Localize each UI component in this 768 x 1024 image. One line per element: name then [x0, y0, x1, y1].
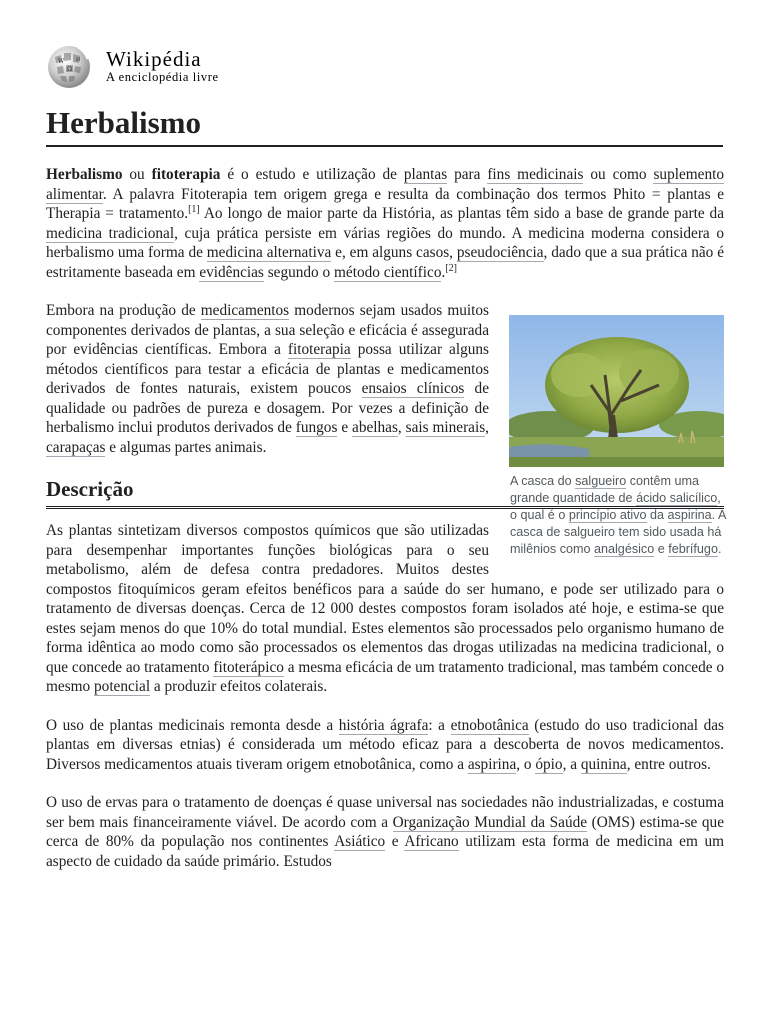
- text-run: e, em alguns casos,: [331, 244, 457, 261]
- article-link[interactable]: Africano: [404, 833, 459, 850]
- text-run: : a: [428, 716, 451, 734]
- citation-ref[interactable]: [1]: [188, 204, 200, 215]
- willow-tree-photo[interactable]: [509, 315, 724, 467]
- text-run: da: [646, 508, 668, 522]
- text-run: O uso de plantas medicinais remonta desde a: [46, 716, 339, 734]
- article-link[interactable]: pseudociência: [456, 244, 544, 261]
- page-title: Herbalismo: [46, 103, 723, 147]
- wikipedia-globe-icon[interactable]: [45, 43, 95, 89]
- text-run: possa utilizar alguns métodos científicos para testar a eficácia de plantas e medicamentos derivados de fontes naturais, existem poucos: [46, 341, 489, 397]
- figure-caption: [509, 473, 726, 558]
- text-run: e algumas partes animais.: [105, 438, 267, 456]
- article-link[interactable]: ensaios clínicos: [361, 380, 465, 397]
- text-run: . A palavra Fitoterapia tem origem grega e resulta da combinação dos termos Phito = plantas e Therapia = tratamento.: [46, 185, 724, 222]
- text-run: Ao longo de maior parte da História, as plantas têm sido a base de grande parte da: [199, 205, 724, 222]
- figure-willow: [509, 315, 726, 558]
- article-link[interactable]: evidências: [199, 263, 264, 281]
- description-paragraph-3: [46, 793, 724, 871]
- svg-text:И: И: [76, 57, 81, 63]
- text-run: e: [385, 833, 405, 850]
- article-link[interactable]: Organização Mundial da Saúde: [392, 813, 588, 831]
- text-run: O uso de ervas para o tratamento de doenças é quase universal nas sociedades não industrializadas, e costuma ser bem mais financeiramente viável. De acordo com a: [46, 794, 724, 831]
- wikipedia-wordmark[interactable]: Wikipédia: [106, 47, 202, 71]
- article-link[interactable]: ópio: [535, 755, 563, 773]
- article-link[interactable]: febrífugo: [668, 542, 718, 556]
- bold-term: Herbalismo: [46, 166, 123, 183]
- text-run: a produzir efeitos colaterais.: [150, 678, 328, 695]
- bold-term: fitoterapia: [151, 166, 221, 183]
- text-run: ,: [485, 419, 489, 436]
- text-run: modernos sejam usados muitos componentes derivados de plantas, a sua seleção e eficácia é assegurada por evidências científicas. Embora a: [46, 302, 489, 358]
- text-run: Embora na produção de: [46, 302, 201, 319]
- svg-text:Ω: Ω: [67, 66, 72, 73]
- article-link[interactable]: medicina tradicional: [46, 224, 175, 242]
- article-link[interactable]: fitoterápico: [213, 658, 284, 676]
- article-link[interactable]: abelhas: [352, 419, 398, 436]
- text-run: (estudo do uso tradicional das plantas em diversas etnias) é considerada um método eficaz para a descoberta de novos medicamentos. Diversos medicamentos atuais tiveram origem etnobotânica, como a: [46, 716, 724, 773]
- text-run: contêm uma grande quantidade de: [510, 474, 700, 505]
- article-link[interactable]: etnobotânica: [450, 716, 529, 734]
- article-link[interactable]: medicamentos: [200, 302, 290, 319]
- text-run: . A casca de salgueiro tem sido usada há milênios como: [510, 508, 726, 556]
- text-run: para: [447, 166, 488, 183]
- text-run: ,: [397, 419, 406, 436]
- text-run: As plantas sintetizam diversos compostos químicos que são utilizadas para desempenhar importantes funções biológicas para o seu metabolismo, além de defesa contra predadores. Muitos destes compostos fitoquímicos geram efeitos benéficos para a saúde do ser humano, e pode ser utilizado para o tratamento de diversas doenças. Cerca de 12 000 destes compostos foram isolados até hoje, e estima-se que estes sejam menos do que 10% do total mundial. Estes elementos são processados pelo organismo humano de forma idêntica ao modo como são processados os elementos das drogas utilizadas na medicina tradicional, o que concede ao tratamento: [46, 522, 724, 676]
- text-run: , cuja prática persiste em várias regiões do mundo. A medicina moderna considera o herbalismo uma forma de: [46, 224, 724, 261]
- text-run: segundo o: [263, 263, 334, 281]
- intro-paragraph-1: [46, 165, 724, 282]
- text-run: , a: [562, 755, 581, 773]
- article-link[interactable]: medicina alternativa: [206, 244, 332, 261]
- text-run: e: [337, 419, 353, 436]
- article-link[interactable]: Asiático: [334, 833, 386, 850]
- article-link[interactable]: suplemento alimentar: [46, 166, 724, 203]
- article-link[interactable]: aspirina: [467, 755, 517, 773]
- wikipedia-tagline: A enciclopédia livre: [106, 70, 219, 84]
- text-run: a mesma eficácia de um tratamento tradicional, mas também concede o mesmo: [46, 658, 724, 695]
- article-link[interactable]: fungos: [295, 419, 338, 436]
- article-body: [46, 165, 724, 890]
- text-run: de qualidade ou padrões de pureza e dosagem. Por vezes a definição de herbalismo inclui produtos derivados de: [46, 380, 489, 436]
- section-heading-descricao: Descrição: [46, 476, 724, 509]
- article-link[interactable]: ácido salicílico: [636, 491, 718, 505]
- article-link[interactable]: princípio ativo: [568, 508, 647, 522]
- article-link[interactable]: fitoterapia: [287, 341, 351, 358]
- article-link[interactable]: carapaças: [46, 438, 106, 456]
- citation-ref[interactable]: [2]: [445, 262, 457, 274]
- article-link[interactable]: aspirina: [667, 508, 712, 522]
- description-paragraph-2: [46, 716, 724, 775]
- text-run: , o qual é o: [510, 491, 721, 522]
- article-link[interactable]: história ágrafa: [338, 716, 429, 734]
- article-link[interactable]: quinina: [580, 755, 627, 773]
- text-run: , entre outros.: [626, 755, 711, 773]
- text-run: A casca do: [510, 474, 576, 488]
- text-run: ou: [122, 166, 152, 183]
- article-link[interactable]: sais minerais: [405, 419, 486, 436]
- text-run: e: [654, 542, 669, 556]
- text-run: .: [717, 542, 722, 556]
- text-run: utilizam esta forma de medicina em um aspecto de cuidado da saúde primário. Estudos: [46, 833, 724, 870]
- text-run: , o: [516, 755, 536, 773]
- text-run: é o estudo e utilização de: [220, 166, 404, 183]
- text-run: .: [441, 263, 446, 281]
- text-run: (OMS) estima-se que cerca de 80% da população nos continentes: [46, 813, 724, 850]
- article-link[interactable]: salgueiro: [575, 474, 627, 488]
- article-link[interactable]: método científico: [334, 263, 442, 281]
- article-link[interactable]: analgésico: [594, 542, 655, 556]
- svg-text:W: W: [58, 58, 65, 65]
- article-link[interactable]: plantas: [403, 166, 448, 183]
- article-link[interactable]: fins medicinais: [487, 166, 584, 183]
- text-run: ou como: [583, 166, 654, 183]
- article-link[interactable]: potencial: [94, 678, 151, 695]
- text-run: , dado que a sua prática não é estritamente baseada em: [46, 244, 724, 281]
